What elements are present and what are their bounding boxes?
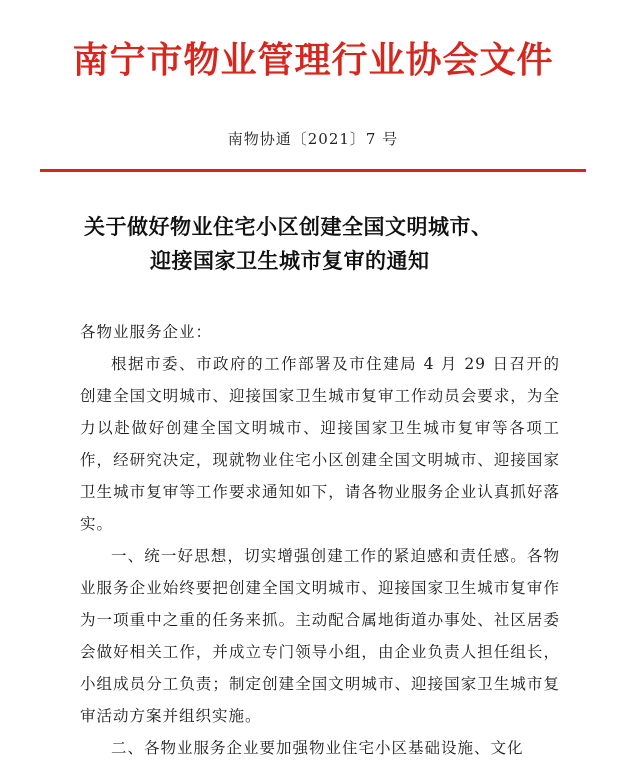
paragraph: 二、各物业服务企业要加强物业住宅小区基础设施、文化 [111,739,524,757]
red-divider [40,169,586,172]
notice-title-line-1: 关于做好物业住宅小区创建全国文明城市、 [84,214,493,239]
document-body [80,316,560,764]
paragraph: 根据市委、市政府的工作部署及市住建局 4 月 29 日召开的创建全国文明城市、迎接国家卫生城市复审工作动员会要求，为全力以赴做好创建全国文明城市、迎接国家卫生城市复审等各项工作，经研究决定，现就物业住宅小区创建全国文明城市、迎接国家卫生城市复审等工作要求通知如下，请各物业服务企业认真抓好落实。 [80,355,560,533]
notice-title-line-2: 迎接国家卫生城市复审的通知 [150,248,430,273]
salutation: 各物业服务企业： [80,323,213,341]
document-header: 南宁市物业管理行业协会文件 [72,39,554,81]
document-number: 南物协通〔2021〕7 号 [227,130,399,148]
paragraph: 一、统一好思想，切实增强创建工作的紧迫感和责任感。各物业服务企业始终要把创建全国文明城市、迎接国家卫生城市复审作为一项重中之重的任务来抓。主动配合属地街道办事处、社区居委会做好相关工作，并成立专门领导小组，由企业负责人担任组长，小组成员分工负责；制定创建全国文明城市、迎接国家卫生城市复审活动方案并组织实施。 [80,547,560,725]
